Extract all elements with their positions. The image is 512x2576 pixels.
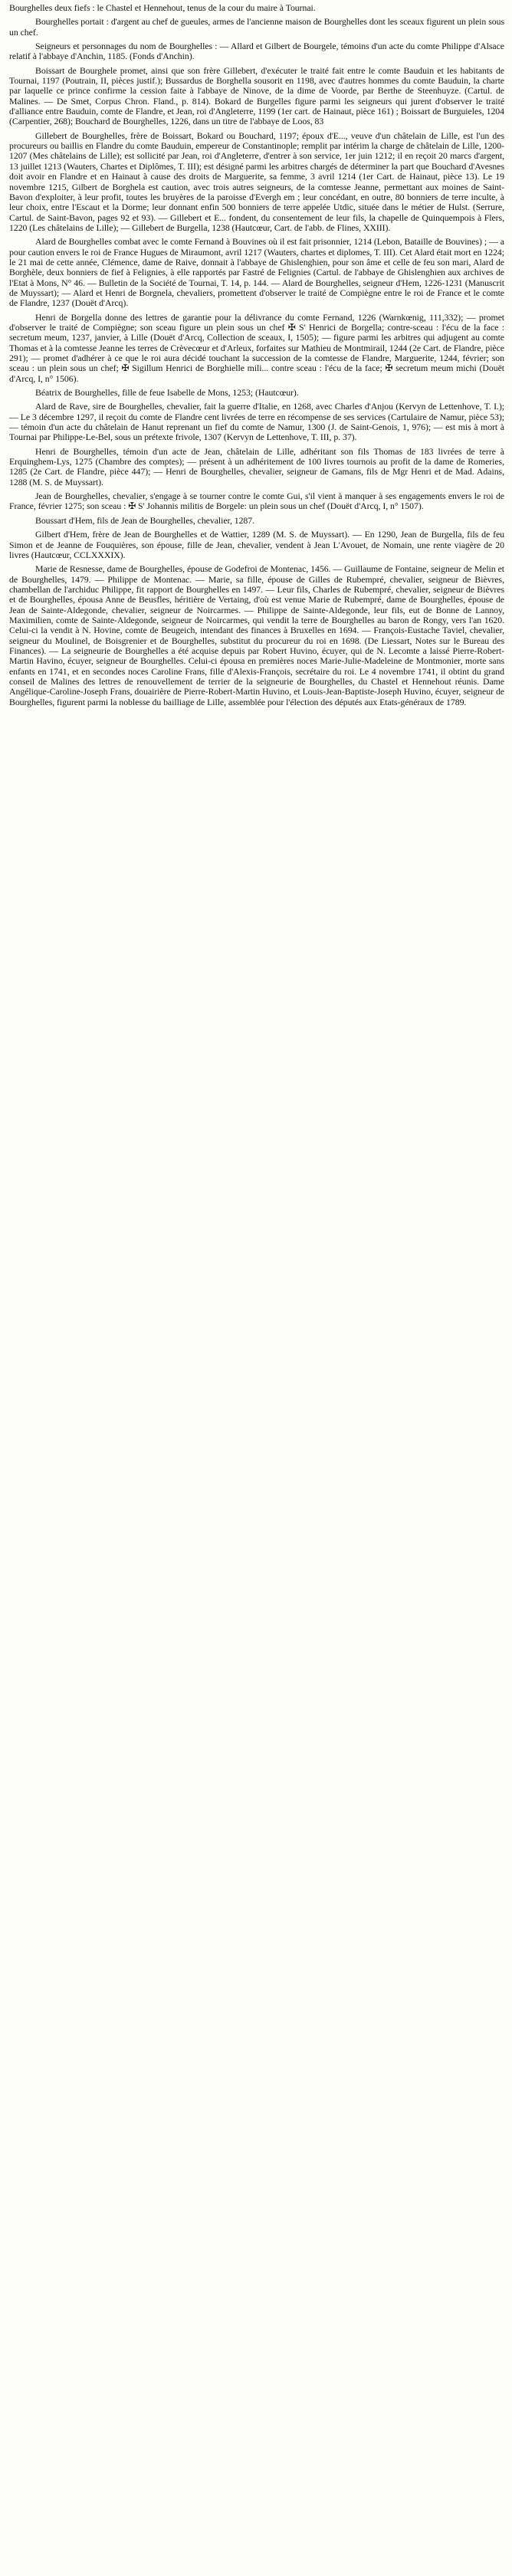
paragraph-boussart: Boussart d'Hem, fils de Jean de Bourghelles, chevalier, 1287. bbox=[35, 514, 255, 526]
paragraph-arms: Bourghelles portait : d'argent au chef de gueules, armes de l'ancienne maison de Bourghelles dont les sceaux figurent un plein sous un chef. bbox=[9, 16, 504, 38]
paragraph-alard-de-rave: Alard de Rave, sire de Bourghelles, chevalier, fait la guerre d'Italie, en 1268, avec Charles d'Anjou (Kervyn de Lettenhove, T. I.); — Le 3 décembre 1297, il reçoit du comte de Flandre cent livrées de terre en récompense de ses services (Cartulaire de Namur, pièce 53); — témoin d'un acte du châtelain de Hanut reprenant un fief du comte de Namur, 1300 (J. de Saint-Genois, 1, 976); — est mis à mort à Tournai par Philippe-Le-Bel, sous un prétexte frivole, 1307 (Kervyn de Lettenhove, T. III, p. 37). bbox=[9, 401, 504, 443]
paragraph-gillebert: Gillebert de Bourghelles, frère de Boissart, Bokard ou Bouchard, 1197; époux d'E..., veuve d'un châtelain de Lille, est l'un des procureurs ou baillis en Flandre du comte Bauduin, empereur de Constantinople; remplit par intérim la charge de châtelain de Lille, 1200-1207 (Mes châtelains de Lille); est sollicité par Jean, roi d'Angleterre, d'entrer à son service, 1er juin 1212; il en reçoit 20 marcs d'argent, 13 juillet 1213 (Wauters, Chartes et Diplômes, T. III); est désigné parmi les arbitres chargés de déterminer la part que Bouchard d'Avesnes doit avoir en Flandre et en Hainaut à cause des droits de Marguerite, sa femme, 3 avril 1214 (1er Cart. de Hainaut, pièce 13). Le 19 novembre 1215, Gilbert de Borghela est caution, avec trois autres seigneurs, de la comtesse Jeanne, permettant aux moines de Saint-Bavon d'exploiter, à leur profit, toutes les bruyères de la paroisse d'Evergh em ; leur concédant, en outre, 80 bonniers de terre inculte, à leur choix, entre l'Escaut et la Dorme; leur donnant enfin 500 bonniers de terre appelée Utdic, située dans le métier de Hulst. (Serrure, Cartul. de Saint-Bavon, pages 92 et 93). — Gillebert et E... fondent, du consentement de leur fils, la chapelle de Quinquempois à Flers, 1220 (Les châtelains de Lille); — Gillebert de Burgella, 1238 (Hautcœur, Cart. de l'abb. de Flines, XXIII). bbox=[9, 130, 504, 233]
paragraph-gilbert-hem: Gilbert d'Hem, frère de Jean de Bourghelles et de Wattier, 1289 (M. S. de Muyssart). — En 1290, Jean de Burgella, fils de feu Simon et de Jeanne de Fouquières, son épouse, fille de Jean, chevalier, vendent à Jean L'Avouet, de Nomain, une rente viagère de 20 livres (Hautcœur, CCLXXXIX). bbox=[9, 529, 504, 560]
paragraph-henri-borgella: Henri de Borgella donne des lettres de garantie pour la délivrance du comte Fernand, 1226 (Warnkœnig, 111,332); — promet d'observer le traité de Compiègne; son sceau figure un plein sous un chef ✠ S' Henrici de Borgella; contre-sceau : l'écu de la face : secretum meum, 1237, janvier, à Lille (Douët d'Arcq, Collection de sceaux, I, 1505); — figure parmi les arbitres qui adjugent au comte Thomas et à la comtesse Jeanne les terres de Crèvecœur et d'Arleux, forfaites sur Mathieu de Montmirail, 1244 (2e Cart. de Flandre, pièce 291); — promet d'adhérer à ce que le roi aura décidé touchant la succession de la comtesse de Flandre, Marguerite, 1244, février; son sceau : un plein sous un chef; ✠ Sigillum Henrici de Borghielle mili... contre sceau : l'écu de la face; ✠ secretum meum michi (Douët d'Arcq, I, n° 1506). bbox=[9, 311, 504, 384]
paragraph-henri: Henri de Bourghelles, témoin d'un acte de Jean, châtelain de Lille, adhéritant son fils Thomas de 183 livrées de terre à Erquinghem-Lys, 1275 (Chambre des comptes); — présent à un adhéritement de 100 livres tournois au profit de la dame de Romeries, 1285 (2e Cart. de Flandre, pièce 447); — Henri de Bourghelles, chevalier, seigneur de Gamans, fils de Mgr Henri et de Mad. Adains, 1288 (M. S. de Muyssart). bbox=[9, 445, 504, 487]
paragraph-alard: Alard de Bourghelles combat avec le comte Fernand à Bouvines où il est fait prisonnier, 1214 (Lebon, Bataille de Bouvines) ; — a pour caution envers le roi de France Hugues de Miraumont, avril 1217 (Wauters, chartes et diplomes, T. III). Cet Alard était mort en 1224; le 21 mai de cette année, Clémence, dame de Raive, donnait à l'abbaye de Ghislenghien, pour son âme et celle de feu son mari, Alard de Borghèle, deux bonniers de fief à Felignies, à elle rapportés par Fastré de Felignies (Cartul. de l'abbaye de Ghislenghien aux archives de l'Etat à Mons, N° 46. — Bulletin de la Société de Tournai, T. 14, p. 144. — Alard de Bourghelles, seigneur d'Hem, 1226-1231 (Manuscrit de Muyssart); — Alard et Henri de Borgnela, chevaliers, promettent d'observer le traité de Compiègne entre le roi de France et le comte de Flandre, 1237 (Douët d'Arcq). bbox=[9, 236, 504, 309]
paragraph-allard-gilbert: Seigneurs et personnages du nom de Bourghelles : — Allard et Gilbert de Bourgele, témoins d'un acte du comte Philippe d'Alsace relatif à l'abbaye d'Anchin, 1185. (Fonds d'Anchin). bbox=[9, 41, 504, 62]
paragraph-marie-resnesse: Marie de Resnesse, dame de Bourghelles, épouse de Godefroi de Montenac, 1456. — Guillaume de Fontaine, seigneur de Melin et de Bourghelles, 1479. — Philippe de Montenac. — Marie, sa fille, épouse de Gilles de Rubempré, chevalier, seigneur de Bièvres, chambellan de l'archiduc Philippe, fit rapport de Bourghelles en 1497. — Leur fils, Charles de Rubempré, chevalier, seigneur de Bièvres et de Bourghelles, épousa Anne de Beusfles, héritière de Vertaing, d'où est venue Marie de Rubempré, dame de Bourghelles, épouse de Jean de Sainte-Aldegonde, chevalier, seigneur de Noircarmes. — Philippe de Sainte-Aldegonde, leur fils, eut de Bonne de Lannoy, Maximilien, comte de Sainte-Aldegonde, seigneur de Noircarmes, qui vendit la terre de Bourghelles au baron de Rongy, vers l'an 1620. Celui-ci la vendit à N. Hovine, comte de Beugeich, intendant des finances à Bruxelles en 1694. — François-Eustache Taviel, chevalier, seigneur du Moulinel, de Boisgrenier et de Bourghelles, substitut du procureur du roi en 1698. (De Liessart, Notes sur le Bureau des Finances). — La seigneurie de Bourghelles a été acquise depuis par Robert Huvino, écuyer, qui de N. Lecomte a laissé Pierre-Robert-Martin Havino, écuyer, seigneur de Bourghelles. Celui-ci épousa en premières noces Marie-Julie-Madeleine de Montmonier, morte sans enfants en 1741, et en secondes noces Caroline Frans, fille d'Alexis-François, secrétaire du roi. Le 4 novembre 1741, il obtint du grand conseil de Malines des lettres de renouvellement de terrier de la seigneurie de Bourghelles, du Chastel et Hennehout réunis. Dame Angélique-Caroline-Joseph Frans, douairière de Pierre-Robert-Martin Huvino, et Louis-Jean-Baptiste-Joseph Huvino, écuyer, seigneur de Bourghelles, figurent parmi la noblesse du bailliage de Lille, assemblée pour l'élection des députés aux Etats-généraux de 1789. bbox=[9, 563, 504, 707]
paragraph-boissart: Boissart de Bourghele promet, ainsi que son frère Gillebert, d'exécuter le traité fait entre le comte Bauduin et les habitants de Tournai, 1197 (Poutrain, II, pièces justif.); Bussardus de Borghella sousorit en 1198, avec d'autres hommes du comte Bauduin, la charte par laquelle ce prince confirme la cession faite à l'abbaye de Ninove, de la dime de Voorde, par Berthe de Steenhuyze. (Cartul. de Malines. — De Smet, Corpus Chron. Fland., p. 814). Bokard de Burgelles figure parmi les seigneurs qui jurent d'observer le traité d'alliance entre Bauduin, comte de Flandre, et Jean, roi d'Angleterre, 1199 (1er cart. de Hainaut, pièce 161) ; Boissart de Burguieles, 1204 (Carpentier, 268); Bouchard de Bourghelles, 1226, dans un titre de l'abbaye de Loos, 83 bbox=[9, 64, 504, 127]
paragraph-jean: Jean de Bourghelles, chevalier, s'engage à se tourner contre le comte Gui, s'il vient à manquer à ses engagements envers le roi de France, février 1275; son sceau : ✠ S' Johannis militis de Borgele: un plein sous un chef (Douët d'Arcq, I, n° 1507). bbox=[9, 491, 504, 512]
paragraph-fiefs: Bourghelles deux fiefs : le Chastel et Hennehout, tenus de la cour du maire à Tournai. bbox=[9, 2, 316, 13]
paragraph-beatrix: Béatrix de Bourghelles, fille de feue Isabelle de Mons, 1253; (Hautcœur). bbox=[35, 387, 299, 399]
